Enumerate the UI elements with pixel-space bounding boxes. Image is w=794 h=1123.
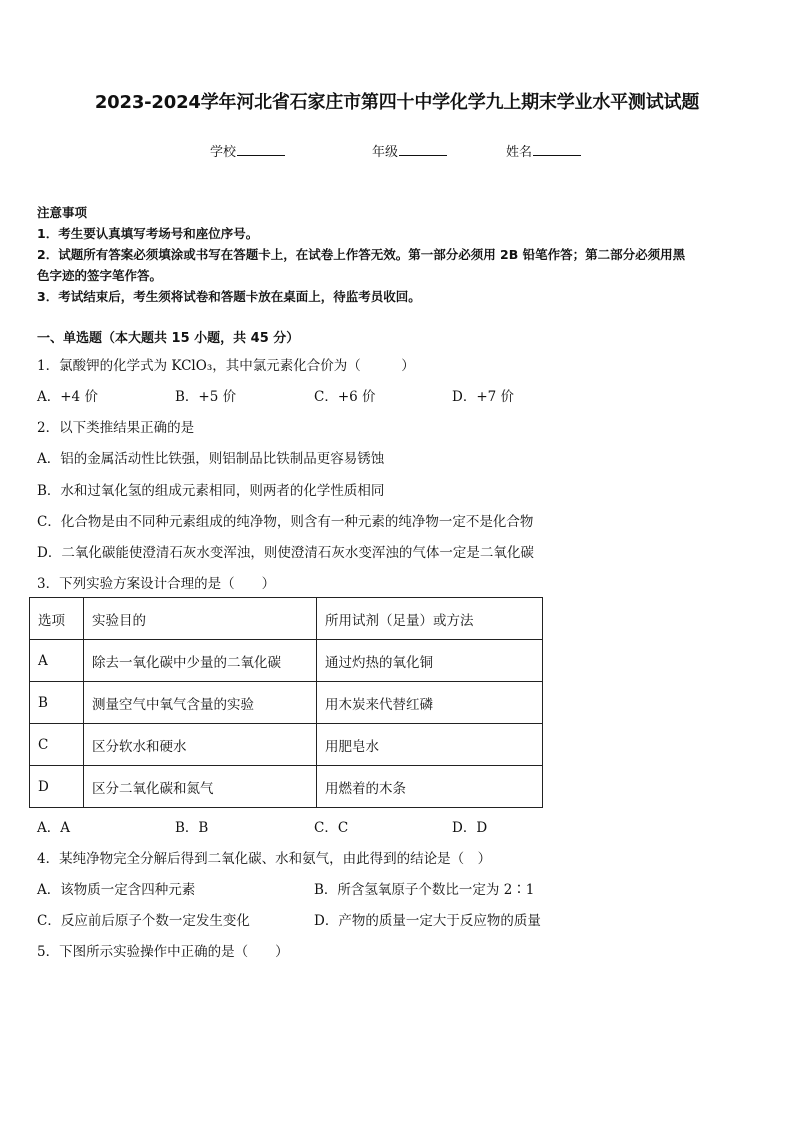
q2-option-d: D．二氧化碳能使澄清石灰水变浑浊，则使澄清石灰水变浑浊的气体一定是二氧化碳 xyxy=(37,545,534,561)
q4-option-d: D．产物的质量一定大于反应物的质量 xyxy=(314,913,541,929)
grade-label: 年级 xyxy=(372,145,399,160)
table-cell: 测量空气中氧气含量的实验 xyxy=(84,682,317,724)
question-5-stem: 5．下图所示实验操作中正确的是（ ） xyxy=(37,944,289,960)
q1-option-d: D．+7 价 xyxy=(452,389,515,405)
table-cell: 用肥皂水 xyxy=(317,724,543,766)
q2-option-a: A．铝的金属活动性比铁强，则铝制品比铁制品更容易锈蚀 xyxy=(37,451,385,467)
q1-option-a: A．+4 价 xyxy=(37,389,98,405)
exam-title: 2023-2024学年河北省石家庄市第四十中学化学九上期末学业水平测试试题 xyxy=(94,92,700,113)
name-label: 姓名 xyxy=(506,145,533,160)
question-3-stem: 3．下列实验方案设计合理的是（ ） xyxy=(37,576,276,592)
table-cell: 用燃着的木条 xyxy=(317,766,543,808)
table-row xyxy=(30,682,543,724)
experiment-table xyxy=(29,597,543,808)
q2-option-c: C．化合物是由不同种元素组成的纯净物，则含有一种元素的纯净物一定不是化合物 xyxy=(37,514,534,530)
table-cell: D xyxy=(30,766,84,808)
q4-option-c: C．反应前后原子个数一定发生变化 xyxy=(37,913,250,929)
table-cell: C xyxy=(30,724,84,766)
q3-option-d: D．D xyxy=(452,820,488,836)
table-cell: B xyxy=(30,682,84,724)
header-cell: 所用试剂（足量）或方法 xyxy=(317,598,543,640)
table-row xyxy=(30,724,543,766)
table-cell: A xyxy=(30,640,84,682)
section-heading: 一、单选题（本大题共 15 小题，共 45 分） xyxy=(37,331,300,346)
note-item: 2．试题所有答案必须填涂或书写在答题卡上，在试卷上作答无效。第一部分必须用 2B 铅笔作答；第二部分必须用黑 xyxy=(37,247,686,262)
header-cell: 选项 xyxy=(30,598,84,640)
table-row xyxy=(30,640,543,682)
note-item: 1．考生要认真填写考场号和座位序号。 xyxy=(37,226,259,241)
q3-option-b: B．B xyxy=(175,820,209,836)
table-cell: 区分二氧化碳和氮气 xyxy=(84,766,317,808)
q2-option-b: B．水和过氧化氢的组成元素相同，则两者的化学性质相同 xyxy=(37,483,385,499)
grade-field xyxy=(372,141,447,160)
table-cell: 除去一氧化碳中少量的二氧化碳 xyxy=(84,640,317,682)
notes-heading: 注意事项 xyxy=(37,205,88,220)
question-2-stem: 2．以下类推结果正确的是 xyxy=(37,420,195,436)
table-row xyxy=(30,766,543,808)
q3-option-a: A．A xyxy=(37,820,70,836)
school-field xyxy=(210,141,285,160)
table-cell: 区分软水和硬水 xyxy=(84,724,317,766)
name-field xyxy=(506,141,581,160)
table-cell: 通过灼热的氧化铜 xyxy=(317,640,543,682)
q1-option-c: C．+6 价 xyxy=(314,389,376,405)
q4-option-b: B．所含氢氧原子个数比一定为 2∶1 xyxy=(314,882,535,898)
school-label: 学校 xyxy=(210,145,237,160)
note-item: 3．考试结束后，考生须将试卷和答题卡放在桌面上，待监考员收回。 xyxy=(37,289,421,304)
header-cell: 实验目的 xyxy=(84,598,317,640)
school-blank xyxy=(237,143,285,156)
question-4-stem: 4．某纯净物完全分解后得到二氧化碳、水和氨气，由此得到的结论是（ ） xyxy=(37,851,492,867)
name-blank xyxy=(533,143,581,156)
table-cell: 用木炭来代替红磷 xyxy=(317,682,543,724)
grade-blank xyxy=(399,143,447,156)
q4-option-a: A．该物质一定含四种元素 xyxy=(37,882,196,898)
q3-option-c: C．C xyxy=(314,820,349,836)
question-1-stem: 1．氯酸钾的化学式为 KClO₃，其中氯元素化合价为（ ） xyxy=(37,358,415,374)
q1-option-b: B．+5 价 xyxy=(175,389,237,405)
note-item: 色字迹的签字笔作答。 xyxy=(37,268,163,283)
table-header-row xyxy=(30,598,543,640)
